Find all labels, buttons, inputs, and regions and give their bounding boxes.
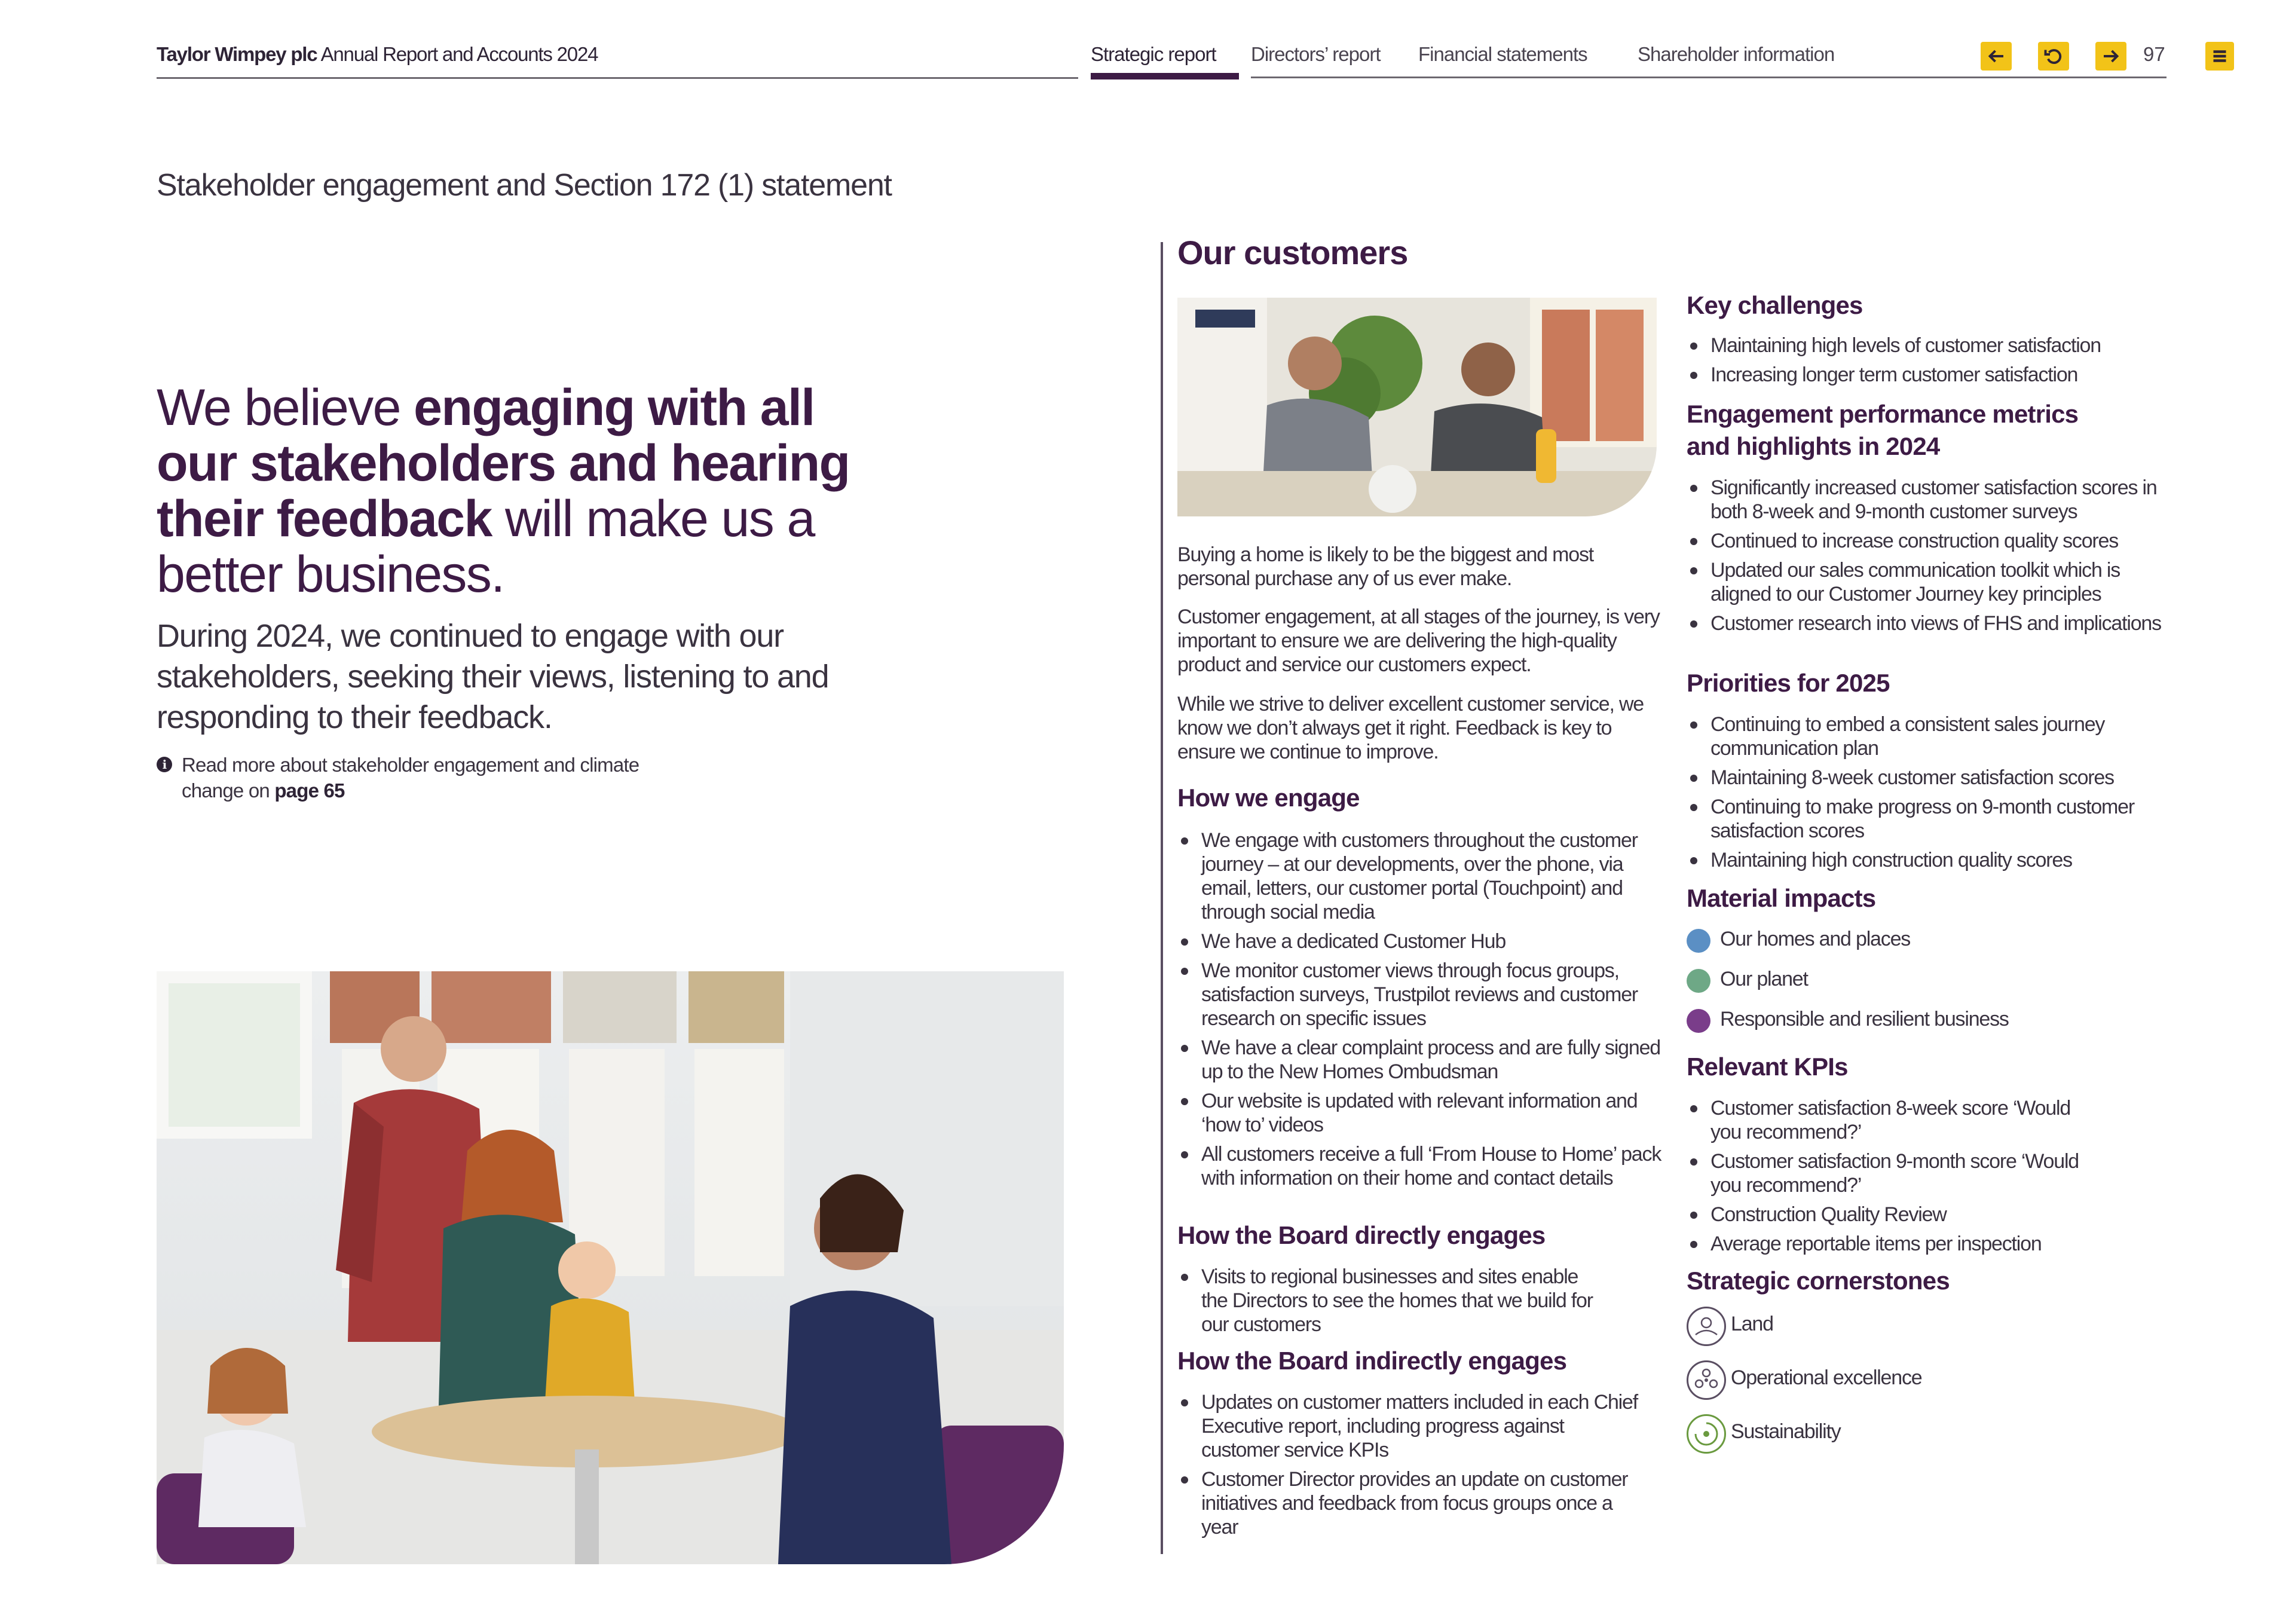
list-item: Continuing to embed a consistent sales journey communication plan [1687,712,2177,760]
operational-excellence-icon [1687,1360,1726,1400]
list-item: Customer satisfaction 9-month score ‘Would you recommend?’ [1687,1149,2105,1197]
column-divider [1161,242,1163,1554]
cornerstones-title: Strategic cornerstones [1687,1267,1950,1295]
family-meeting-illustration [157,971,1064,1564]
tab-financial-statements[interactable]: Financial statements [1418,43,1587,65]
cornerstone-sustainability [1687,1414,2105,1456]
priorities-list [1687,712,2177,877]
cornerstone-label: Operational excellence [1731,1366,1922,1389]
list-item: We monitor customer views through focus groups, satisfaction surveys, Trustpilot reviews and customer research on specific issues [1177,959,1661,1030]
page-number: 97 [2143,43,2165,65]
how-we-engage-title: How we engage [1177,784,1360,812]
customers-dining-illustration [1177,298,1657,516]
impact-label: Our homes and places [1720,928,1911,950]
back-button[interactable] [2038,42,2069,71]
customers-paragraph-3: While we strive to deliver excellent customer service, we know we don’t always get it right. Feedback is key to ensure we continue to improve. [1177,693,1644,763]
list-item: We have a dedicated Customer Hub [1177,929,1661,953]
report-name: Annual Report and Accounts 2024 [317,43,598,65]
list-item: Increasing longer term customer satisfaction [1687,363,2177,387]
arrow-left-icon [1985,45,2007,67]
list-item: Maintaining 8-week customer satisfaction scores [1687,766,2177,790]
tab-directors-report[interactable]: Directors’ report [1251,43,1381,65]
impact-label: Responsible and resilient business [1720,1008,2009,1030]
list-item: Updates on customer matters included in each Chief Executive report, including progress against customer service KPIs [1177,1390,1644,1462]
priorities-title: Priorities for 2025 [1687,669,1890,697]
read-more-text [182,752,660,803]
list-item: All customers receive a full ‘From House to Home’ pack with information on their home and contact details [1177,1142,1661,1190]
sustainability-icon [1687,1414,1726,1454]
how-we-engage-list [1177,828,1661,1195]
board-indirectly-list [1177,1390,1644,1545]
blue-dot-icon [1687,929,1710,953]
list-item: Maintaining high construction quality scores [1687,848,2177,872]
headline-part-2: will make us a better business. [157,490,815,603]
key-challenges-title: Key challenges [1687,291,1863,319]
metrics-title-line-2: and highlights in 2024 [1687,432,1940,460]
list-item: Construction Quality Review [1687,1203,2105,1227]
list-item: Customer Director provides an update on customer initiatives and feedback from focus groups once a year [1177,1467,1644,1539]
intro-paragraph: During 2024, we continued to engage with our stakeholders, seeking their views, listening to and responding to their feedback. [157,618,829,735]
board-directly-list [1177,1265,1596,1342]
metrics-title [1687,398,2078,463]
customers-paragraph-2: Customer engagement, at all stages of the journey, is very important to ensure we are delivering the high-quality product and service our customers expect. [1177,605,1660,676]
company-name: Taylor Wimpey plc [157,43,317,65]
green-dot-icon [1687,969,1710,993]
prev-page-button[interactable] [1981,42,2012,71]
nav-underline [1251,77,2167,78]
menu-icon [2209,45,2230,67]
metrics-list [1687,476,2177,641]
kpis-title: Relevant KPIs [1687,1053,1848,1081]
list-item: Maintaining high levels of customer satisfaction [1687,334,2177,357]
list-item: Customer research into views of FHS and implications [1687,611,2177,635]
tab-shareholder-information[interactable]: Shareholder information [1638,43,1835,65]
page-link[interactable]: page 65 [274,779,345,802]
cornerstone-land [1687,1307,2105,1348]
list-item: Continued to increase construction quality scores [1687,529,2177,553]
cornerstone-label: Land [1731,1313,1773,1335]
list-item: Our website is updated with relevant information and ‘how to’ videos [1177,1089,1661,1137]
list-item: Average reportable items per inspection [1687,1232,2105,1256]
menu-button[interactable] [2205,42,2234,71]
read-more-label: Read more about stakeholder engagement and climate change on [182,754,639,802]
arrow-right-icon [2100,45,2122,67]
kpis-list [1687,1096,2105,1261]
active-tab-indicator [1091,73,1239,79]
cornerstone-operational-excellence [1687,1360,2105,1402]
list-item: We engage with customers throughout the customer journey – at our developments, over the phone, via email, letters, our customer portal (Touchpoint) and through social media [1177,828,1661,924]
undo-icon [2043,45,2064,67]
list-item: Significantly increased customer satisfaction scores in both 8-week and 9-month customer surveys [1687,476,2177,524]
material-impacts-title: Material impacts [1687,884,1876,912]
tab-strategic-report[interactable]: Strategic report [1091,43,1216,65]
customers-photo [1177,298,1657,516]
list-item: Continuing to make progress on 9-month customer satisfaction scores [1687,795,2177,843]
impact-label: Our planet [1720,968,1808,990]
board-directly-title: How the Board directly engages [1177,1221,1546,1249]
info-icon: i [157,757,172,772]
headline-part-1: We believe [157,379,414,436]
land-icon [1687,1307,1726,1346]
metrics-title-line-1: Engagement performance metrics [1687,400,2079,428]
next-page-button[interactable] [2095,42,2126,71]
cornerstone-label: Sustainability [1731,1420,1841,1443]
family-photo [157,971,1064,1564]
list-item: We have a clear complaint process and are fully signed up to the New Homes Ombudsman [1177,1036,1661,1084]
list-item: Visits to regional businesses and sites enable the Directors to see the homes that we build for our customers [1177,1265,1596,1336]
customers-title: Our customers [1177,234,1408,271]
list-item: Updated our sales communication toolkit which is aligned to our Customer Journey key principles [1687,558,2177,606]
section-title: Stakeholder engagement and Section 172 (1) statement [157,168,892,203]
headline-bold: engaging with all our stakeholders and hearing their feedback [157,379,850,548]
purple-dot-icon [1687,1009,1710,1033]
board-indirectly-title: How the Board indirectly engages [1177,1347,1567,1375]
headline [157,380,874,602]
list-item: Customer satisfaction 8-week score ‘Would you recommend?’ [1687,1096,2105,1144]
customers-paragraph-1: Buying a home is likely to be the biggest and most personal purchase any of us ever make. [1177,543,1593,590]
key-challenges-list [1687,334,2177,392]
